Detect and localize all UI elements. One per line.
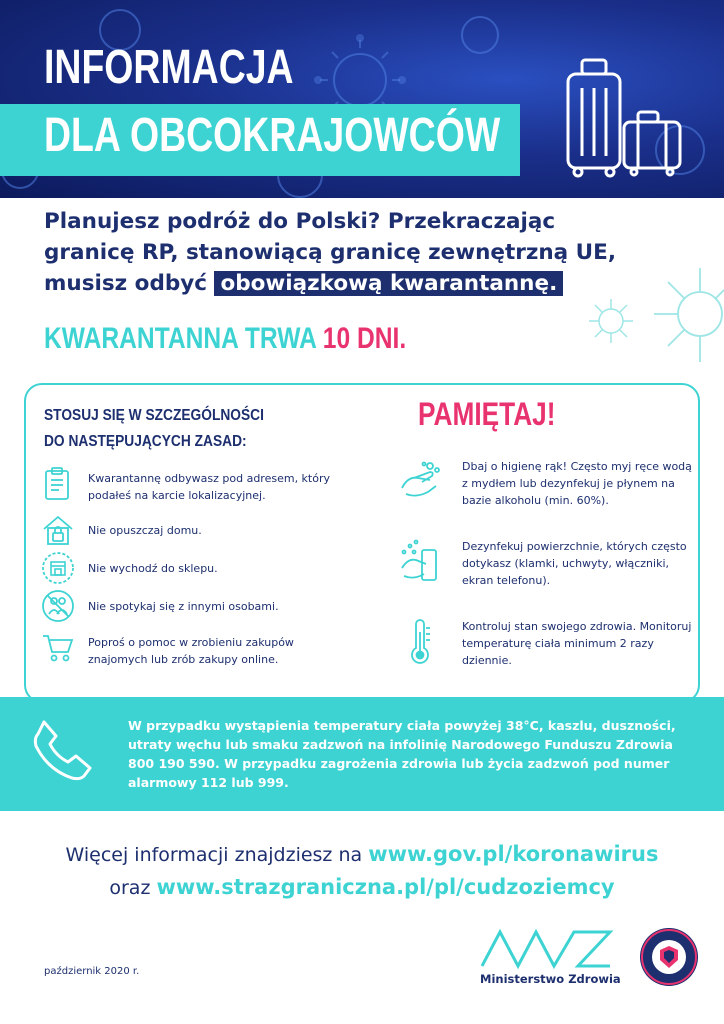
ministry-logo-icon	[478, 926, 618, 970]
rule-text: Poproś o pomoc w zrobieniu zakupów znajomych lub zrób zakupy online.	[88, 636, 294, 666]
ministry-name: Ministerstwo Zdrowia	[480, 972, 621, 986]
intro-text	[44, 206, 644, 299]
emergency-text: W przypadku wystąpienia temperatury ciała powyżej 38°C, kaszlu, duszności, utraty węchu lub smaku zadzwoń na infolinię Narodowego Funduszu Zdrowia 800 190 590. W przypadku zagrożenia zdrowia lub życia zadzwoń pod numer alarmowy 112 lub 999.	[128, 718, 676, 790]
remember-text: Kontroluj stan swojego zdrowia. Monitoruj temperaturę ciała minimum 2 razy dziennie.	[462, 620, 692, 667]
publication-date: październik 2020 r.	[44, 966, 140, 977]
quarantine-duration	[44, 322, 406, 356]
remember-item	[396, 618, 696, 678]
hand-wash-icon	[396, 458, 444, 506]
quarantine-days: 10 DNI.	[322, 322, 407, 355]
no-people-icon	[40, 588, 76, 624]
rules-title-line-1: STOSUJ SIĘ W SZCZEGÓLNOŚCI	[44, 407, 264, 424]
rule-text: Kwarantannę odbywasz pod adresem, który podałeś na karcie lokalizacyjnej.	[88, 472, 331, 502]
gov-link[interactable]: www.gov.pl/koronawirus	[368, 842, 659, 866]
virus-outline-icon	[650, 262, 724, 372]
rules-title-line-2: DO NASTĘPUJĄCYCH ZASAD:	[44, 433, 247, 450]
quarantine-prefix: KWARANTANNA TRWA	[44, 322, 316, 355]
border-guard-link[interactable]: www.strazgraniczna.pl/pl/cudzoziemcy	[156, 875, 615, 899]
title-line-2: DLA OBCOKRAJOWCÓW	[44, 109, 501, 162]
phone-icon	[30, 716, 96, 782]
rule-text: Nie wychodź do sklepu.	[88, 562, 218, 575]
more-info-text-1: Więcej informacji znajdziesz na	[65, 844, 369, 866]
intro-main: Planujesz podróż do Polski? Przekraczając granicę RP, stanowiącą granicę zewnętrzną UE, musisz odbyć	[44, 209, 616, 296]
rule-item	[40, 588, 340, 632]
remember-title: PAMIĘTAJ!	[418, 396, 556, 432]
shop-icon	[40, 550, 76, 586]
intro-highlight: obowiązkową kwarantannę.	[214, 271, 563, 296]
more-info-text-2: oraz	[109, 877, 157, 899]
remember-text: Dbaj o higienę rąk! Często myj ręce wodą z mydłem lub dezynfekuj je płynem na bazie alkoholu (min. 60%).	[462, 460, 692, 507]
remember-text: Dezynfekuj powierzchnie, których często dotykasz (klamki, uchwyty, włączniki, ekran telefonu).	[462, 540, 687, 587]
document-icon	[40, 466, 76, 502]
luggage-icon	[560, 56, 690, 178]
rule-text: Nie opuszczaj domu.	[88, 524, 202, 537]
thermometer-icon	[396, 618, 444, 666]
spray-disinfect-icon	[396, 538, 444, 586]
rules-title	[44, 403, 302, 455]
rule-item	[40, 630, 340, 674]
house-lock-icon	[40, 512, 76, 548]
more-info-line-1	[0, 838, 724, 871]
virus-outline-icon	[586, 296, 636, 346]
remember-item	[396, 458, 696, 518]
cart-icon	[40, 630, 76, 666]
more-info	[0, 838, 724, 904]
rule-text: Nie spotykaj się z innymi osobami.	[88, 600, 279, 613]
rule-item	[40, 466, 340, 510]
remember-item	[396, 538, 696, 598]
more-info-line-2	[0, 871, 724, 904]
header-banner	[0, 0, 724, 198]
title-line-1: INFORMACJA	[44, 41, 294, 94]
sanitary-inspection-seal-icon	[638, 926, 700, 988]
